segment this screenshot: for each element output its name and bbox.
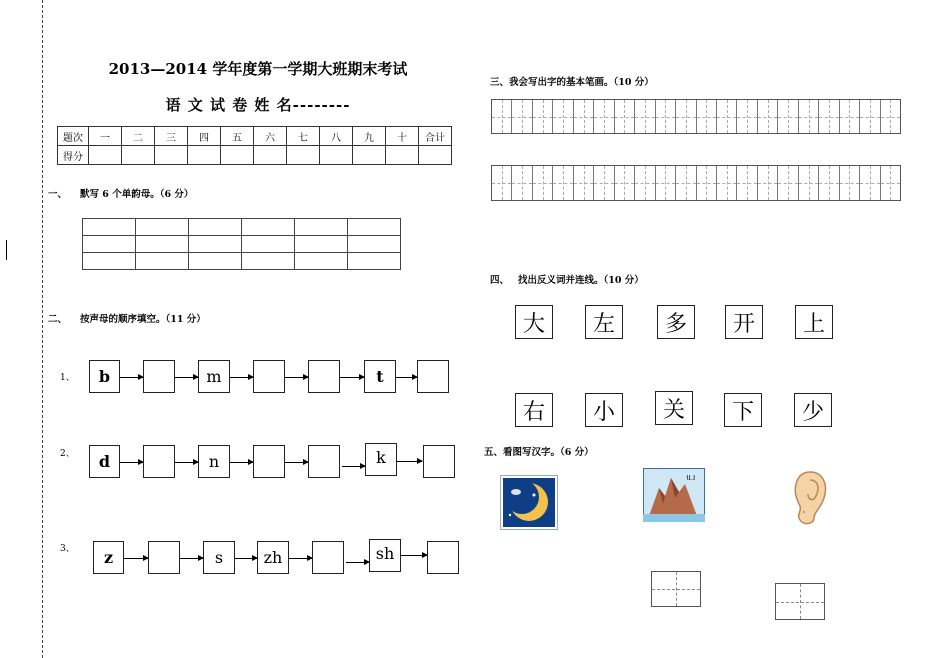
- exam-subtitle: 语 文 试 卷 姓 名--------: [165, 96, 351, 114]
- score-cell[interactable]: [89, 146, 122, 165]
- score-table: [57, 126, 452, 165]
- score-value-row: [58, 146, 452, 165]
- arrow: [289, 558, 312, 559]
- stroke-writing-grid[interactable]: [491, 165, 901, 201]
- score-header-cell: 五: [221, 127, 254, 146]
- antonym-char[interactable]: 上: [795, 305, 833, 339]
- arrow: [401, 555, 427, 556]
- antonym-char[interactable]: 下: [724, 393, 762, 427]
- section1-heading: 默写 6 个单韵母。（6 分）: [80, 189, 194, 200]
- score-header-cell: 题次: [58, 127, 89, 146]
- score-header-cell: 一: [89, 127, 122, 146]
- section2-heading: 按声母的顺序填空。（11 分）: [80, 314, 206, 325]
- exam-title: 2013—2014 学年度第一学期大班期末考试: [108, 60, 408, 78]
- moon-picture: [500, 475, 558, 530]
- score-cell[interactable]: [188, 146, 221, 165]
- score-header-cell: 八: [320, 127, 353, 146]
- score-header-cell: 二: [122, 127, 155, 146]
- antonym-char[interactable]: 关: [655, 391, 693, 425]
- score-cell[interactable]: [386, 146, 419, 165]
- initial-box: sh: [369, 539, 401, 572]
- antonym-char[interactable]: 开: [725, 305, 763, 339]
- blank-box[interactable]: [308, 360, 340, 393]
- score-header-cell: 四: [188, 127, 221, 146]
- section3-heading: 三、我会写出字的基本笔画。（10 分）: [490, 77, 654, 88]
- row-number: 3、: [60, 544, 75, 554]
- initial-box: k: [365, 443, 397, 476]
- character-writing-box[interactable]: [775, 583, 825, 620]
- antonym-char[interactable]: 左: [585, 305, 623, 339]
- arrow: [230, 377, 253, 378]
- initial-box: s: [203, 541, 235, 574]
- initial-box: d: [89, 445, 120, 478]
- score-header-cell: 九: [353, 127, 386, 146]
- section2-label: 二、: [48, 314, 68, 325]
- text-cursor: [6, 240, 7, 260]
- score-header-cell: 十: [386, 127, 419, 146]
- blank-box[interactable]: [312, 541, 344, 574]
- initial-box: t: [364, 360, 396, 393]
- score-header-cell: 六: [254, 127, 287, 146]
- blank-box[interactable]: [148, 541, 180, 574]
- vowel-grid[interactable]: [82, 218, 401, 270]
- score-cell[interactable]: [254, 146, 287, 165]
- arrow: [340, 377, 364, 378]
- arrow: [180, 558, 203, 559]
- score-cell[interactable]: [419, 146, 452, 165]
- score-cell[interactable]: [122, 146, 155, 165]
- section5-heading: 五、看图写汉字。（6 分）: [484, 447, 594, 458]
- blank-box[interactable]: [253, 445, 285, 478]
- stroke-writing-grid[interactable]: [491, 99, 901, 134]
- arrow: [120, 377, 143, 378]
- score-header-cell: 三: [155, 127, 188, 146]
- initial-box: z: [93, 541, 124, 574]
- score-row-label: 得分: [58, 146, 89, 165]
- row-number: 1、: [60, 373, 75, 383]
- score-cell[interactable]: [155, 146, 188, 165]
- blank-box[interactable]: [417, 360, 449, 393]
- score-cell[interactable]: [353, 146, 386, 165]
- initial-box: zh: [257, 541, 289, 574]
- arrow: [342, 466, 365, 467]
- character-writing-box[interactable]: [651, 571, 701, 607]
- score-cell[interactable]: [221, 146, 254, 165]
- antonym-char[interactable]: 右: [515, 393, 553, 427]
- section1-label: 一、: [48, 189, 68, 200]
- score-header-cell: 合计: [419, 127, 452, 146]
- ear-picture: [790, 468, 830, 526]
- score-header-row: [58, 127, 452, 146]
- score-header-cell: 七: [287, 127, 320, 146]
- section4-heading: 找出反义词并连线。（10 分）: [518, 275, 644, 286]
- arrow: [120, 462, 143, 463]
- initial-box: m: [198, 360, 230, 393]
- score-cell[interactable]: [287, 146, 320, 165]
- row-number: 2、: [60, 449, 75, 459]
- blank-box[interactable]: [143, 360, 175, 393]
- arrow: [124, 558, 148, 559]
- arrow: [397, 461, 422, 462]
- blank-box[interactable]: [253, 360, 285, 393]
- arrow: [175, 462, 198, 463]
- blank-box[interactable]: [308, 445, 340, 478]
- arrow: [285, 462, 308, 463]
- binding-line: [42, 0, 43, 658]
- mountain-picture: [643, 468, 705, 522]
- arrow: [175, 377, 198, 378]
- initial-box: b: [89, 360, 120, 393]
- antonym-char[interactable]: 小: [585, 393, 623, 427]
- svg-text:ய: ய: [686, 470, 696, 483]
- antonym-char[interactable]: 少: [794, 393, 832, 427]
- antonym-char[interactable]: 多: [657, 305, 695, 339]
- arrow: [346, 562, 369, 563]
- section4-label: 四、: [490, 275, 510, 286]
- arrow: [230, 462, 253, 463]
- arrow: [396, 377, 417, 378]
- blank-box[interactable]: [143, 445, 175, 478]
- blank-box[interactable]: [427, 541, 459, 574]
- arrow: [285, 377, 308, 378]
- antonym-char[interactable]: 大: [515, 305, 553, 339]
- initial-box: n: [198, 445, 230, 478]
- score-cell[interactable]: [320, 146, 353, 165]
- blank-box[interactable]: [423, 445, 455, 478]
- arrow: [235, 558, 257, 559]
